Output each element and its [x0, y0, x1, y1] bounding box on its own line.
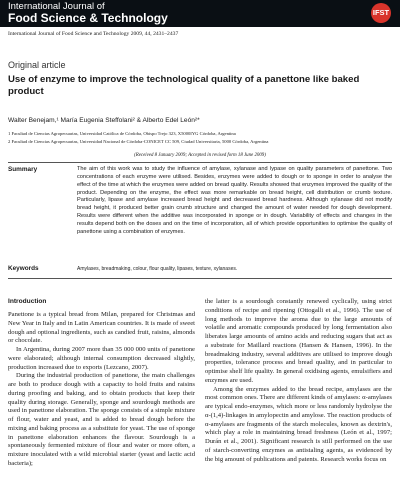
body-column-left [8, 311, 195, 469]
paragraph: Among the enzymes added to the bread recipe, amylases are the most common ones. There are different kinds of amylases: α-amylases are typical endo-enzymes, which more or less randomly hydrolyse the α-(1,4)-linkages in amylopectin and amylose. The reaction products of α-amylases are fragments of the starch molecules, known as dextrin's, which play a role in maintaining bread freshness (León et al., 1997; Durán et al., 2001). Significant research is still performed on the use of starch-converting enzymes as antistaling agents, as evidenced by the big amount of publications and patents. Research works focus on [205, 385, 392, 463]
body-column-right [205, 298, 392, 464]
keywords-label: Keywords [8, 265, 39, 272]
paragraph: In Argentina, during 2007 more than 35 000 000 units of panettone were elaborated; although internal consumption decreased slightly, production increased due to exports (Lezcano, 2007). [8, 346, 195, 371]
paragraph: the latter is a sourdough constantly renewed cyclically, using strict conditions of recipe and ripening (Ottogalli et al., 1996). The use of long methods to improve the aroma due to the large amounts of volatile and aromatic compounds produced by long fermentation also liberates large amounts of amino acids and reducing sugars that act as a substrate for Maillard reactions (Hansen & Hansen, 1996). In the breadmaking industry, several additives are utilised to improve dough properties, tolerance process and bread quality, and in particular to optimise shelf life quality. In general oxidising agents, emulsifiers and enzymes are used. [205, 298, 392, 384]
summary-bottom-rule [8, 278, 392, 279]
journal-name-line1: International Journal of [8, 1, 105, 12]
author-list: Walter Benejam,¹ María Eugenia Steffolani² & Alberto Edel León²* [8, 117, 200, 124]
journal-citation: International Journal of Food Science and Technology 2009, 44, 2431–2437 [8, 31, 179, 37]
paragraph: During the industrial production of panettone, the main challenges are both to produce dough with a capacity to hold fruits and raisins during proofing and baking, and to obtain products that keep their quality during storage. Generally, sponge and sourdough methods are used in panettone elaboration. The sponge consists of a simple mixture of flour, water and yeast, and is added to bread dough before the mixing and baking process as a substitute for yeast. The use of sponge in panettone elaboration enhances the flavour. Sourdough is a spontaneously fermented mixture of flour and water or more often, a mixture inoculated with a wild microbial starter (yeast and lactic acid bacteria); [8, 372, 195, 467]
journal-name-line2: Food Science & Technology [8, 11, 168, 25]
summary-text: The aim of this work was to study the influence of amylase, xylanase and lypase on quality parameters of panettone. Two concentrations of each enzyme were utilised. Besides, enzymes were added to dough or to sponge in order to analyse the effect of the time at which the enzymes were added on bread quality. Results showed that enzymes improved the quality of the product. Depending on the enzyme, the effect was more remarkable on bread height, cell distribution or crumb texture. Particularly, lipase and amylase increased bread height and decreased bread hardness. Although xylanase did not modify bread height, it produced better grain crumb structure and changed the amount of water needed for dough development. Results were different when the additive was incorporated in sponge or in dough. Variability of effects and changes in the results depend both on the doses and on the time of incorporation, all of which provide opportunities to optimise the quality of panettone using a combination of enzymes. [77, 166, 392, 235]
received-dates: (Received 8 January 2009; Accepted in revised form 18 June 2009) [134, 153, 266, 158]
article-type: Original article [8, 60, 66, 70]
affiliation-2: 2 Facultad de Ciencias Agropecuarias, Universidad Nacional de Córdoba-CONICET CC 509, Ciudad Universitaria, 5000 Córdoba, Argentina [8, 139, 269, 144]
paragraph: Panettone is a typical bread from Milan, prepared for Christmas and New Year in Italy and in Latin American countries. It is made of sweet dough and optional ingredients, such as candied fruit, raisins, almonds or chocolate. [8, 311, 195, 345]
ifst-logo-icon: IFST [371, 3, 391, 23]
summary-top-rule [8, 162, 392, 163]
article-title: Use of enzyme to improve the technological quality of a panettone like baked product [8, 74, 360, 97]
introduction-heading: Introduction [8, 298, 47, 305]
summary-label: Summary [8, 166, 38, 173]
journal-header [0, 0, 400, 27]
affiliation-1: 1 Facultad de Ciencias Agropecuarias, Universidad Católica de Córdoba, Obispo Trejo 323, X5000IYG Córdoba, Argentina [8, 131, 236, 136]
keywords-text: Amylases, breadmaking, colour, flour quality, lipases, texture, xylanases. [77, 266, 238, 272]
